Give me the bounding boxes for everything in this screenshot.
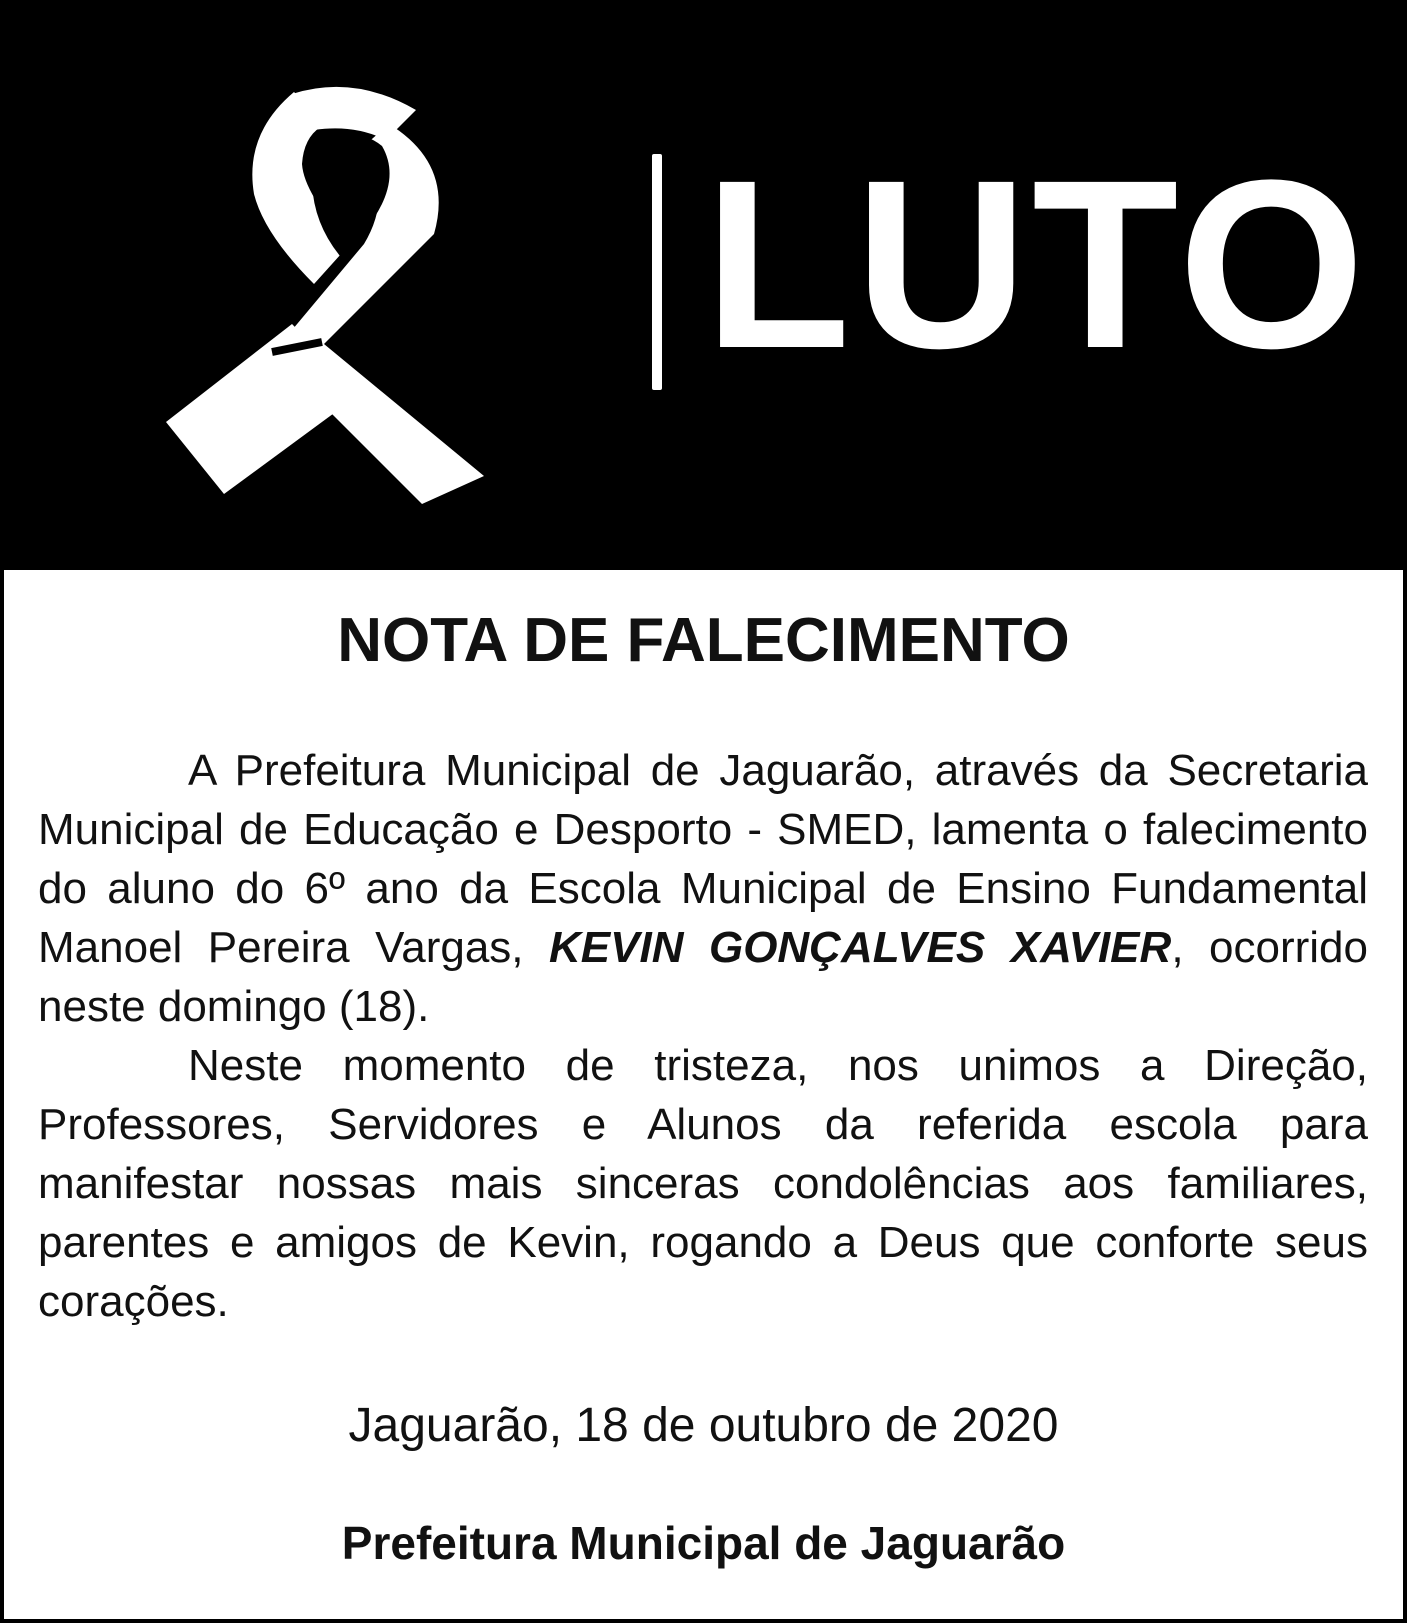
notice-paragraph-1: [38, 741, 1368, 1036]
paragraph-1-ending: , ocorrido neste domingo (18).: [38, 923, 1368, 1031]
banner-heading: LUTO: [704, 130, 1369, 398]
notice-title: NOTA DE FALECIMENTO: [337, 606, 1070, 675]
notice-body: [38, 741, 1368, 1331]
mourning-banner: [4, 4, 1403, 570]
notice-date: Jaguarão, 18 de outubro de 2020: [348, 1399, 1059, 1452]
notice-paragraph-2: Neste momento de tristeza, nos unimos a Direção, Professores, Servidores e Alunos da referida escola para manifestar nossas mais sinceras condolências aos familiares, parentes e amigos de Kevin, rogando a Deus que conforte seus corações.: [38, 1041, 1368, 1326]
mourning-ribbon-icon: [154, 84, 514, 504]
notice-signature: Prefeitura Municipal de Jaguarão: [341, 1517, 1066, 1569]
paragraph-1-text: A Prefeitura Municipal de Jaguarão, através da Secretaria Municipal de Educação e Desporto - SMED, lamenta o falecimento do aluno do 6º ano da Escola Municipal de Ensino Fundamental Manoel Pereira Vargas,: [38, 746, 1368, 972]
deceased-name: KEVIN GONÇALVES XAVIER: [549, 923, 1172, 972]
banner-divider: [652, 154, 662, 390]
